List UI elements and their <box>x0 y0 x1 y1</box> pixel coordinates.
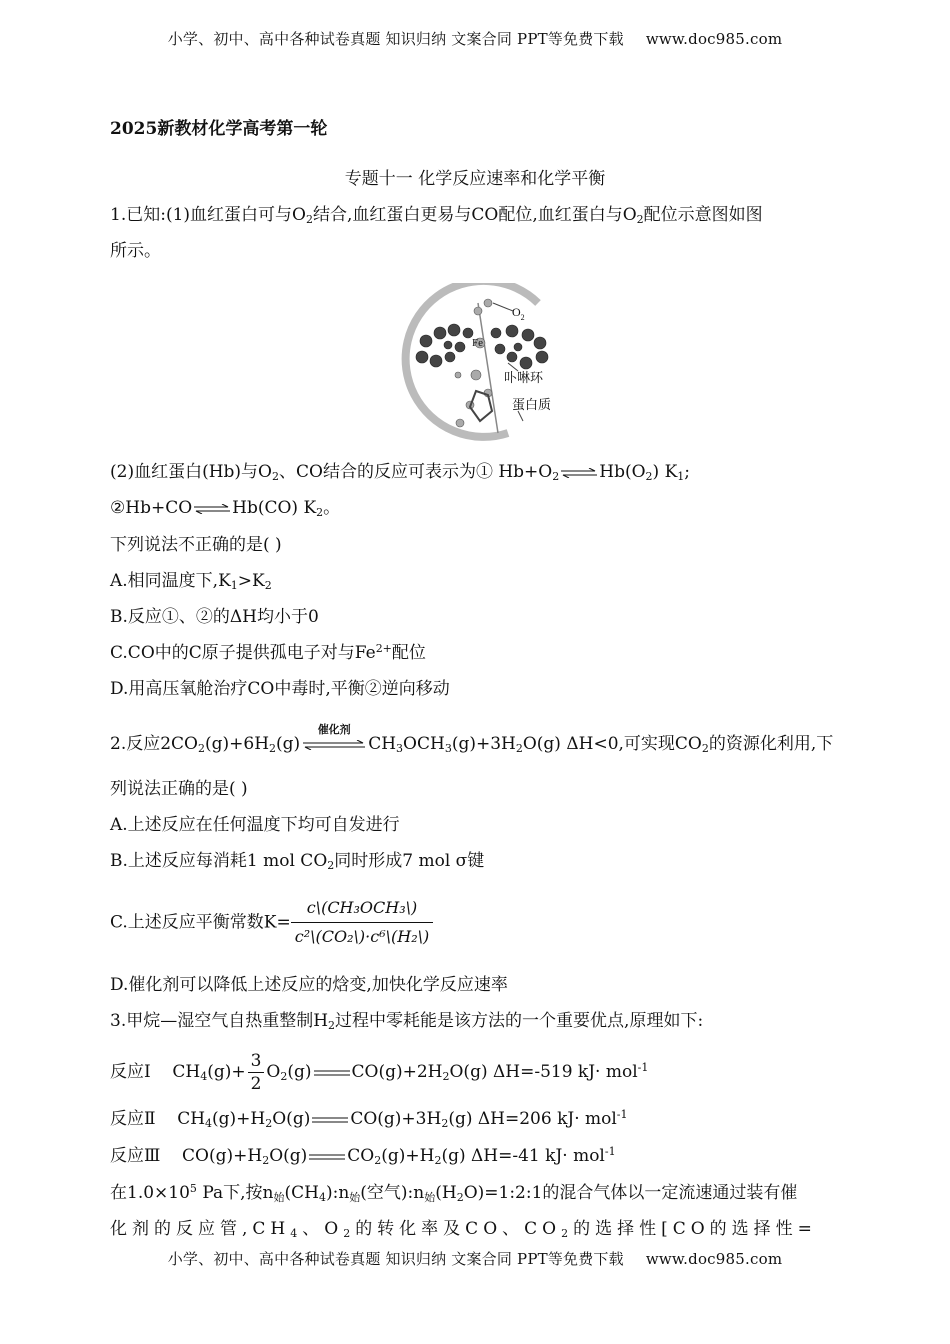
q1-reaction-2: ②Hb+CO Hb(CO) $K_2$。 <box>110 498 341 519</box>
page-footer <box>0 1248 950 1269</box>
q2-option-a[interactable]: A.上述反应在任何温度下均可自发进行 <box>110 815 400 835</box>
ring-leader <box>508 363 518 371</box>
q1-option-a[interactable]: A.相同温度下$,K_1>K_2$ <box>110 571 272 592</box>
q1-option-c[interactable]: C.CO中的C原子提供孤电子对与$Fe^{2+}$配位 <box>110 642 426 663</box>
topic-heading: 专题十一 化学反应速率和化学平衡 <box>344 169 606 189</box>
document-title: 2025新教材化学高考第一轮 <box>110 119 328 139</box>
fe-label: Fe <box>472 337 483 349</box>
q1-intro-line2: 所示。 <box>110 241 161 261</box>
bond-atoms <box>455 299 492 427</box>
equilibrium-arrow-icon <box>561 468 597 478</box>
q1-option-d[interactable]: D.用高压氧舱治疗CO中毒时,平衡②逆向移动 <box>110 679 450 699</box>
q2-reaction: 2.反应$2CO_2(g)+6H_2(g)$ 催化剂 $CH_3OCH_3(g)+3H_2O(g)$ ΔH<0,可实现$CO_2$的资源化利用,下 <box>110 733 833 756</box>
q3-reaction-3: 反应Ⅲ $CO(g)+H_2O(g)$ $CO_2(g)+H_2(g)$ ΔH=-41 kJ· mol$^{-1}$ <box>110 1145 616 1167</box>
equilibrium-constant-fraction: c\(CH₃OCH₃\) c²\(CO₂\)·c⁶\(H₂\) <box>291 896 434 949</box>
q3-reaction-1: 反应Ⅰ $CH_4(g)+$ $\frac{3}{2}$ $O_2(g)$ $CO(g)+2H_2O(g)$ ΔH=-519 kJ· mol$^{-1}$ <box>110 1051 649 1094</box>
equals-sign-icon <box>314 1068 350 1078</box>
footer-site-desc: 小学、初中、高中各种试卷真题 知识归纳 文案合同 PPT等免费下载 <box>167 1250 624 1268</box>
catalyst-label: 催化剂 <box>317 722 351 736</box>
q3-reaction-2: 反应Ⅱ $CH_4(g)+H_2O(g)$ $CO(g)+3H_2(g)$ ΔH=206 kJ· mol$^{-1}$ <box>110 1108 628 1130</box>
footer-site-url[interactable]: www.doc985.com <box>645 1250 783 1268</box>
q2-question: 列说法正确的是( ) <box>110 779 248 799</box>
q2-option-c[interactable]: C.上述反应平衡常数K= c\(CH₃OCH₃\) c²\(CO₂\)·c⁶\(H₂\) <box>110 896 433 949</box>
q1-question: 下列说法不正确的是( ) <box>110 535 282 555</box>
catalyst-arrow <box>303 722 365 756</box>
q3-intro: 3.甲烷—湿空气自热重整制$H_2$过程中零耗能是该方法的一个重要优点,原理如下: <box>110 1011 704 1032</box>
equals-sign-icon <box>309 1152 345 1162</box>
o2-label: $O_2$ <box>512 305 525 322</box>
q3-paragraph-line1: 在$1.0\times 10^5$ Pa下,按$n_始(CH_4):n_始$(空气)$:n_始(H_2O)=1:2:1$的混合气体以一定流速通过装有催 <box>110 1182 798 1204</box>
header-site-desc: 小学、初中、高中各种试卷真题 知识归纳 文案合同 PPT等免费下载 <box>167 30 624 48</box>
q1-intro: 1.已知:(1)血红蛋白可与$O_2$结合,血红蛋白更易与CO配位,血红蛋白与$O_2$配位示意图如图 <box>110 205 763 226</box>
hemoglobin-diagram <box>388 283 568 443</box>
q2-option-d[interactable]: D.催化剂可以降低上述反应的焓变,加快化学反应速率 <box>110 975 508 995</box>
protein-label: 蛋白质 <box>512 398 552 413</box>
equilibrium-arrow-icon <box>303 740 365 750</box>
o2-leader <box>493 303 513 311</box>
header-site-url[interactable]: www.doc985.com <box>645 30 783 48</box>
q1-option-b[interactable]: B.反应①、②的ΔH均小于0 <box>110 607 319 627</box>
q3-paragraph-line2: 化剂的反应管$,CH_4$、$O_2$的转化率及CO、$CO_2$的选择性[CO的选择性= <box>110 1219 817 1240</box>
page-header <box>0 28 950 49</box>
equals-sign-icon <box>312 1115 348 1125</box>
fraction-three-halves: $\frac{3}{2}$ <box>248 1050 265 1095</box>
ring-label: 卟啉环 <box>504 371 544 386</box>
equilibrium-arrow-icon <box>194 504 230 514</box>
q1-reaction-1: (2)血红蛋白(Hb)与$O_2$、CO结合的反应可表示为① $Hb+O_2$ $Hb(O_2)$ $K_1$; <box>110 462 691 483</box>
q2-option-b[interactable]: B.上述反应每消耗1 mol $CO_2$同时形成7 mol σ键 <box>110 851 485 872</box>
